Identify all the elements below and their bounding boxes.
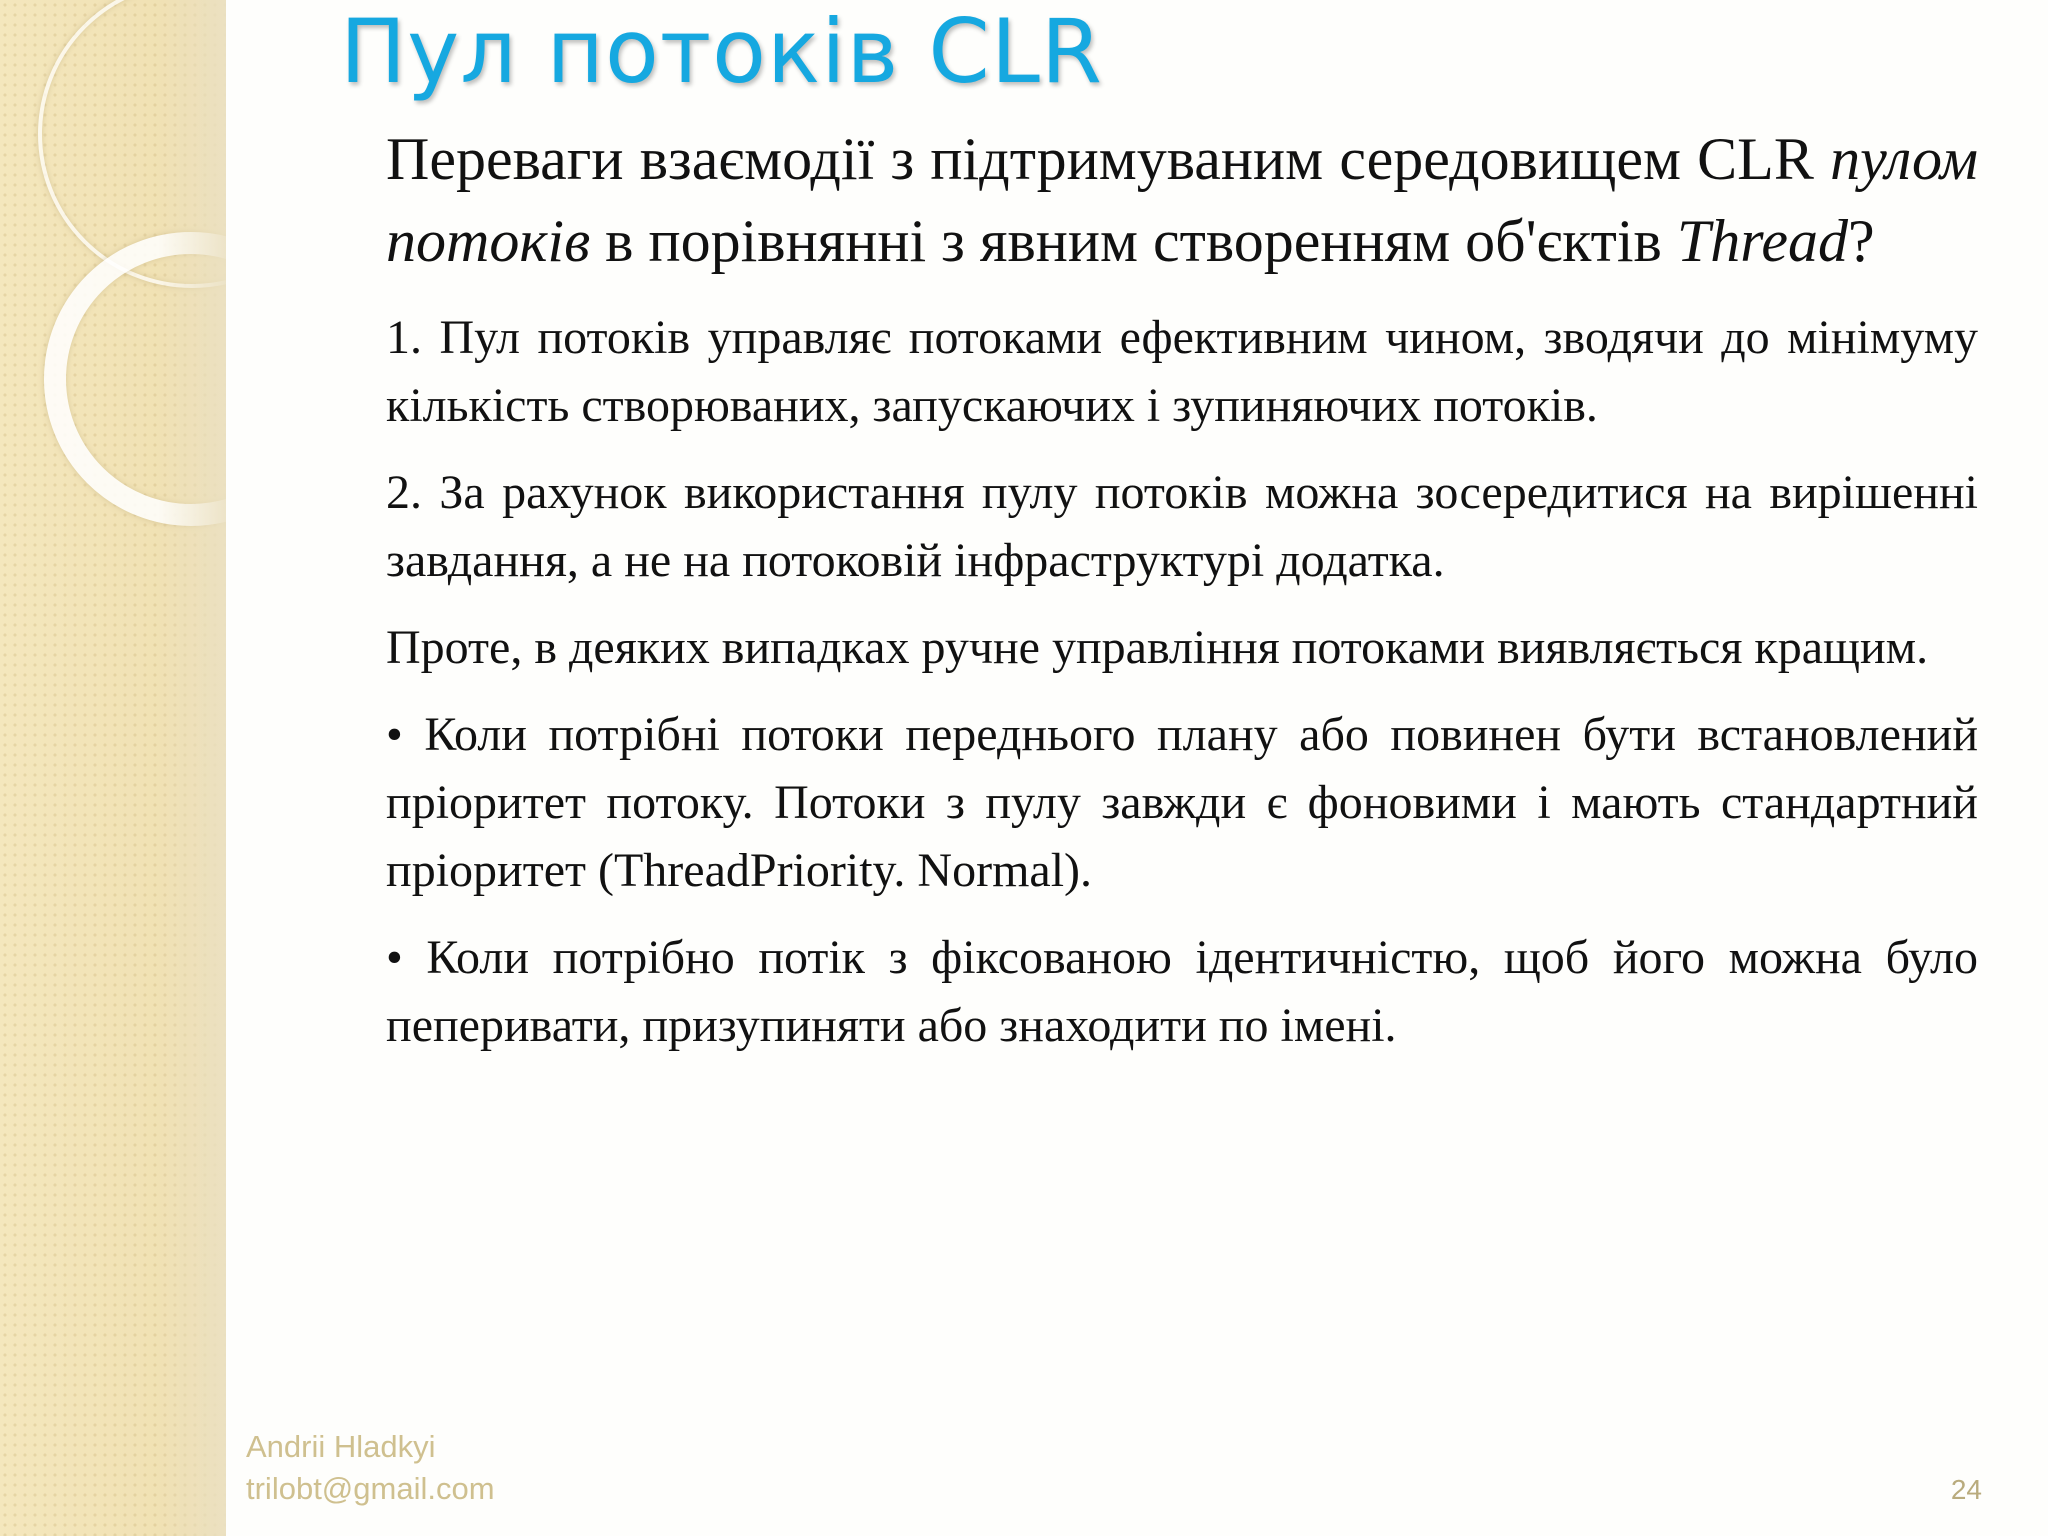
- intro-italic-1: пулом потоків: [386, 126, 1978, 274]
- paragraph-2: 2. За рахунок використання пулу потоків можна зосередитися на вирішенні завдання, а не на потоковій інфраструктурі додатка.: [386, 466, 1978, 587]
- intro-italic-2: Thread: [1676, 208, 1848, 274]
- intro-question: [386, 118, 1978, 282]
- footer-author: Andrii Hladkyi: [246, 1429, 436, 1464]
- bullet-foreground-threads: • Коли потрібні потоки переднього плану або повинен бути встановлений пріоритет потоку. Потоки з пулу завжди є фоновими і мають стандартний пріоритет (ThreadPriority. Normal).: [386, 708, 1978, 897]
- page-number: 24: [1950, 1474, 1982, 1505]
- slide-title: Пул потоків CLR: [340, 0, 1103, 103]
- intro-text-3: ?: [1847, 208, 1875, 274]
- intro-text-1: Переваги взаємодії з підтримуваним середовищем CLR: [386, 126, 1831, 192]
- paragraph-1: 1. Пул потоків управляє потоками ефективним чином, зводячи до мінімуму кількість створюваних, запускаючих і зупиняючих потоків.: [386, 311, 1978, 432]
- intro-text-2: в порівнянні з явним створенням об'єктів: [590, 208, 1677, 274]
- footer-email: trilobt@gmail.com: [246, 1471, 495, 1506]
- sidebar-shade: [0, 0, 226, 1536]
- footer-author-block: [246, 1426, 495, 1510]
- bullet-fixed-identity: • Коли потрібно потік з фіксованою ідентичністю, щоб його можна було пеперивати, призупиняти або знаходити по імені.: [386, 931, 1978, 1052]
- paragraph-however: Проте, в деяких випадках ручне управління потоками виявляється кращим.: [386, 621, 1929, 674]
- slide-body: [386, 118, 1978, 1060]
